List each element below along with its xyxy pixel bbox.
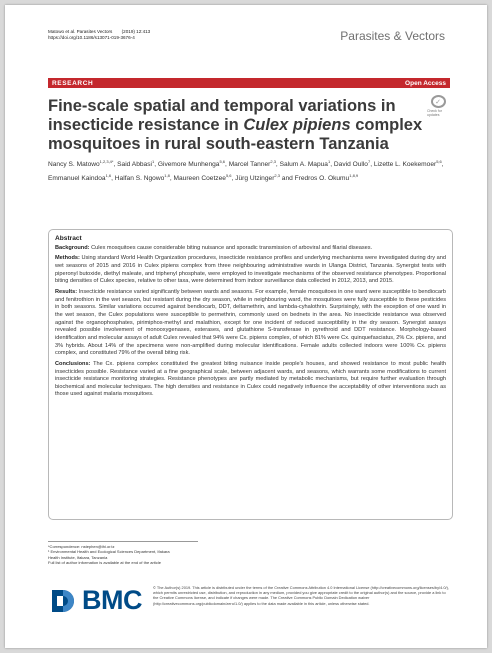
author-entry[interactable]: [115, 175, 170, 182]
article-type-banner: [48, 78, 450, 88]
author-entry[interactable]: [334, 161, 370, 168]
abstract-section-text: Culex mosquitoes cause considerable biting nuisance and sporadic transmission of arboviral and filarial diseases.: [91, 244, 373, 251]
author-entry[interactable]: [280, 161, 331, 168]
author-affiliation: 7: [367, 159, 371, 164]
check-for-updates-badge[interactable]: [427, 95, 449, 117]
abstract-section-label: Methods:: [55, 255, 80, 262]
citation-header: [48, 29, 150, 41]
title-part-2: complex mosquitoes in rural south-eastern Tanzania: [48, 116, 423, 153]
journal-name: Parasites & Vectors: [340, 29, 445, 43]
check-for-updates-label: Check for updates: [427, 109, 442, 117]
license-text: © The Author(s) 2019. This article is distributed under the terms of the Creative Commons Attribution 4.0 International License (http://creativecommons.org/licenses/by/4.0/), which permits unrestricted use, distribution, and reproduction in any medium, provided you give appropriate credit to the original author(s) and the source, provide a link to the Creative Commons license, and indicate if changes were made. The Creative Commons Public Domain Dedication waiver (http://creativecommons.org/publicdomain/zero/1.0/) applies to the data made available in this article, unless otherwise stated.: [153, 585, 449, 606]
author-affiliation: 5,6: [436, 159, 442, 164]
author-name: Fredros O. Okumu: [294, 175, 350, 183]
author-name: Halfan S. Ngowo: [114, 175, 165, 183]
correspondence-email[interactable]: *Correspondence: nstephen@ihi.or.tz: [48, 544, 115, 549]
author-name: Said Abbasi: [117, 161, 152, 169]
abstract-section-label: Results:: [55, 288, 78, 295]
author-entry[interactable]: [174, 175, 232, 182]
abstract-conclusions: [55, 361, 446, 399]
author-entry[interactable]: [374, 161, 442, 168]
title-part-1: Fine-scale spatial and temporal variations in insecticide resistance in: [48, 97, 396, 134]
abstract-methods: [55, 255, 446, 286]
doi-link[interactable]: https://doi.org/10.1186/s13071-019-3676-4: [48, 35, 135, 40]
abstract-section-text: Insecticide resistance varied significantly between wards and seasons. For example, female mosquitoes in one ward were susceptible to bendiocarb and fenitrothion in the wet season, but resistant during the dry season, while in neighbouring ward, the mosquitoes were fully susceptible to these pesticides in both seasons. Similar variations occurred against bendiocarb, DDT, deltamethrin, and lambda-cyhalothrin. Surprisingly, with the exception of one ward in the wet season, the Culex populations were susceptible to permethrin, commonly used on bednets in the area. No insecticide resistance was observed against the organophosphates, pirimiphos-methyl and malathion, except for one incident of reduced susceptibility in the dry season. Synergist assays revealed possible involvement of monooxygenases, esterases, and glutathione S-transferase in pyrethroid and DDT resistance. Morphology-based identification and molecular assays of adult Culex revealed that 94% were Cx. pipiens complex, of which 81% were Cx. quinquefasciatus, 2% Cx. pipiens, and 3% hybrids. About 14% of the specimens were non-amplified during molecular identifications. Female adults collected indoors were 100% Cx. pipiens complex, and constituted 79% of the overall biting risk.: [55, 288, 446, 357]
author-affiliation: 1,8: [164, 173, 170, 179]
author-name: Salum A. Mapua: [279, 161, 328, 169]
author-name: Givemore Munhenga: [157, 161, 220, 169]
abstract-section-label: Conclusions:: [55, 360, 91, 367]
abstract-background: [55, 245, 446, 253]
author-name: Marcel Tanner: [228, 161, 271, 169]
author-affiliation: 1: [327, 159, 331, 164]
abstract-section-text: Using standard World Health Organization procedures, insecticide resistance profiles and underlying mechanisms were investigated during dry and wet seasons of 2015 and 2016 in Culex pipiens complex from three neighbouring administrative wards in Ulanga District, Tanzania. Synergist tests with piperonyl butoxide, diethyl maleate, and triphenyl phosphate, were employed to investigate mechanisms of the observed resistance phenotypes. Proportional biting densities of Culex species, relative to other taxa, were determined from indoor surveillance data collected in 2012, 2013, and 2015.: [55, 255, 446, 285]
author-affiliation: 1: [151, 159, 155, 164]
bmc-wordmark: BMC: [82, 585, 142, 615]
author-entry[interactable]: [295, 175, 359, 182]
title-species: Culex pipiens: [243, 116, 351, 134]
open-access-label: Open Access: [405, 79, 446, 87]
section-label: RESEARCH: [52, 79, 94, 87]
author-affiliation: 5,6: [219, 159, 226, 164]
author-entry[interactable]: [48, 175, 111, 182]
abstract-heading: Abstract: [55, 235, 82, 242]
correspondence-footnote: [48, 541, 198, 565]
citation-year-page: (2019) 12:413: [121, 29, 151, 34]
author-name: David Oullo: [333, 161, 368, 169]
author-name: Maureen Coetzee: [173, 175, 226, 183]
abstract-section-text: The Cx. pipiens complex constituted the greatest biting nuisance inside people's houses, and showed resistance to most public health insecticides possible. Resistance varied at a fine geographical scale, between adjacent wards, and seasons, which warrants some modifications to current insecticide resistance monitoring strategies. Resistance phenotypes are partly mediated by metabolic mechanisms, but require further evaluation through biochemical and molecular techniques. The high densities and resistance in Culex could negatively influence the acceptability of other interventions such as those used against malaria mosquitoes.: [55, 360, 446, 398]
author-affiliation: 1,8,9: [349, 173, 359, 179]
author-name: Nancy S. Matowo: [48, 161, 100, 169]
author-affiliation: 2,3: [270, 159, 276, 164]
author-affiliation: 2,3: [274, 173, 280, 179]
author-affiliation: 5,6: [225, 173, 232, 179]
author-name: Lizette L. Koekemoer: [373, 161, 437, 169]
author-list: Nancy S. Matowo$^{1,2,3,4*}$, Said Abbasi$^1$, Givemore Munhenga$^{5,6}$, Marcel Tanner$^{2,3}$, Salum A. Mapua$^1$, David Oullo$^7$, Lizette L. Koekemoer$^{5,6}$, Emmanuel Kaindoa$^{1,6}$, Halfan S. Ngowo$^{1,8}$, Maureen Coetzee$^{5,6}$, Jürg Utzinger$^{2,3}$ and Fredros O. Okumu$^{1,8,9}$: [48, 159, 444, 183]
affiliation-line: Health Institute, Ifakara, Tanzania: [48, 554, 108, 560]
author-entry[interactable]: [229, 161, 276, 168]
bmc-logo-icon: [48, 586, 78, 616]
abstract-box: [48, 229, 453, 520]
author-entry[interactable]: [48, 161, 113, 168]
author-info-note: Full list of author information is available at the end of the article: [48, 559, 161, 565]
author-affiliation: 1,6: [105, 173, 112, 179]
author-entry[interactable]: [158, 161, 225, 168]
author-name: Jürg Utzinger: [235, 175, 275, 183]
abstract-section-label: Background:: [55, 244, 90, 251]
author-affiliation: 1,2,3,4*: [99, 159, 114, 164]
author-entry[interactable]: [117, 161, 154, 168]
author-entry[interactable]: [235, 175, 280, 182]
affiliation-line: ¹ Environmental Health and Ecological Sciences Department, Ifakara: [48, 549, 170, 555]
abstract-results: [55, 289, 446, 358]
bmc-logo: [48, 585, 142, 616]
citation-authors: Matowo et al. Parasites Vectors: [48, 29, 113, 34]
article-page: [5, 5, 487, 648]
check-for-updates-icon: ✓: [431, 95, 446, 108]
article-title: [48, 97, 428, 154]
author-name: Emmanuel Kaindoa: [48, 175, 106, 183]
